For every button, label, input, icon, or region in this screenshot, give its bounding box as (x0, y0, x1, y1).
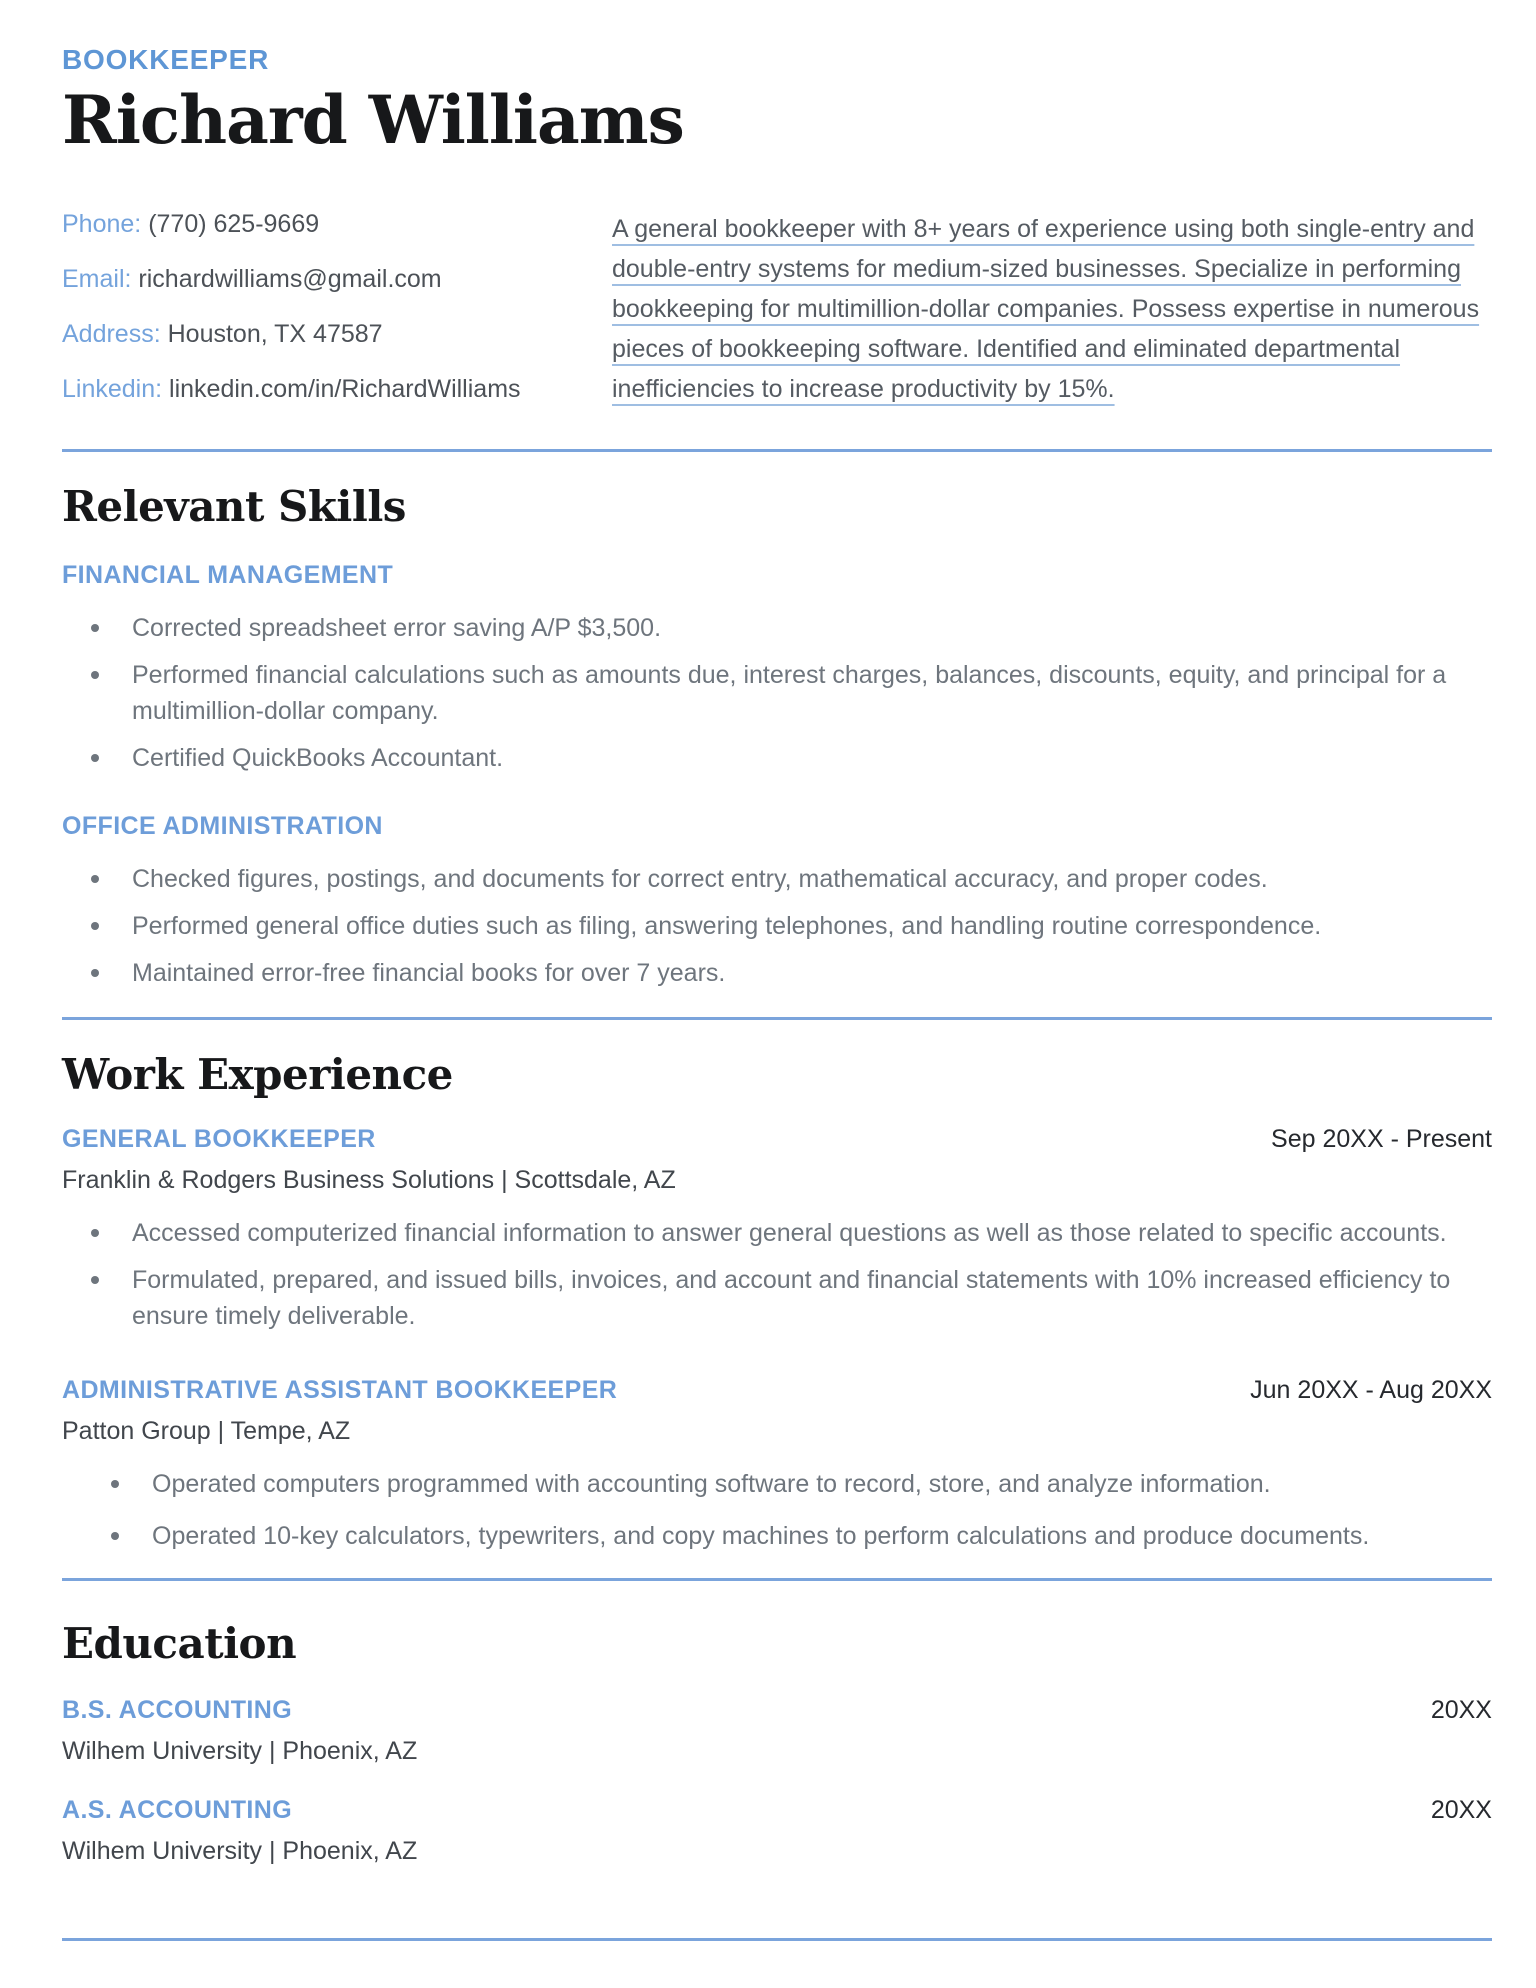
section-divider (62, 1938, 1492, 1941)
job-company: Patton Group | Tempe, AZ (62, 1417, 351, 1446)
job-date-range: Jun 20XX - Aug 20XX (1250, 1376, 1492, 1405)
bullet-item: Operated 10-key calculators, typewriters, and copy machines to perform calculations and produce documents. (106, 1518, 1492, 1554)
section-divider (62, 449, 1492, 452)
experience-section (62, 1050, 1492, 1554)
degree-entries (62, 1696, 1492, 1866)
job-date-range: Sep 20XX - Present (1271, 1125, 1492, 1154)
degree-year: 20XX (1430, 1696, 1492, 1725)
candidate-name: Richard Williams (62, 81, 684, 159)
bullet-item: Operated computers programmed with accounting software to record, store, and analyze information. (106, 1466, 1492, 1502)
contact-row (62, 319, 612, 349)
contact-value: Houston, TX 47587 (167, 320, 383, 349)
bullet-item: Maintained error-free financial books for over 7 years. (86, 955, 1492, 991)
job-header (62, 1125, 1492, 1154)
intro-row (62, 209, 1492, 429)
job-entry (62, 1125, 1492, 1334)
bullet-item: Corrected spreadsheet error saving A/P $3,500. (86, 610, 1492, 646)
summary-text: A general bookkeeper with 8+ years of experience using both single-entry and double-entry systems for medium-sized businesses. Specialize in performing bookkeeping for multimillion-dollar companies. Possess expertise in numerous pieces of bookkeeping software. Identified and eliminated departmental inefficiencies to increase productivity by 15%. (612, 215, 1480, 404)
bullet-item: Performed general office duties such as filing, answering telephones, and handling routine correspondence. (86, 908, 1492, 944)
skill-group (62, 561, 1492, 776)
degree-title: B.S. ACCOUNTING (62, 1696, 293, 1725)
bullet-item: Formulated, prepared, and issued bills, invoices, and account and financial statements with 10% increased efficiency to ensure timely deliverable. (86, 1262, 1492, 1334)
contact-label: Linkedin: (62, 375, 170, 404)
contact-row (62, 209, 612, 239)
contact-value: linkedin.com/in/RichardWilliams (169, 375, 521, 404)
bullet-list (62, 1215, 1492, 1334)
skill-group-label: FINANCIAL MANAGEMENT (62, 561, 394, 590)
bullet-list (62, 861, 1492, 991)
skills-section-title: Relevant Skills (62, 482, 406, 532)
contact-value: richardwilliams@gmail.com (138, 265, 442, 294)
job-company: Franklin & Rodgers Business Solutions | Scottsdale, AZ (62, 1166, 676, 1195)
section-divider (62, 1578, 1492, 1581)
degree-entry (62, 1796, 1492, 1866)
job-title: ADMINISTRATIVE ASSISTANT BOOKKEEPER (62, 1376, 618, 1405)
contact-row (62, 374, 612, 404)
skills-section (62, 482, 1492, 991)
degree-header (62, 1696, 1492, 1725)
job-title: GENERAL BOOKKEEPER (62, 1125, 376, 1154)
degree-school: Wilhem University | Phoenix, AZ (62, 1737, 418, 1766)
section-divider (62, 1017, 1492, 1020)
contact-label: Email: (62, 265, 139, 294)
job-entry (62, 1376, 1492, 1554)
bullet-item: Certified QuickBooks Accountant. (86, 740, 1492, 776)
education-section (62, 1619, 1492, 1866)
bullet-item: Checked figures, postings, and documents for correct entry, mathematical accuracy, and proper codes. (86, 861, 1492, 897)
skills-groups (62, 561, 1492, 991)
bullet-item: Performed financial calculations such as amounts due, interest charges, balances, discounts, equity, and principal for a multimillion-dollar company. (86, 657, 1492, 729)
degree-entry (62, 1696, 1492, 1766)
contact-list (62, 209, 612, 429)
contact-label: Phone: (62, 210, 149, 239)
education-section-title: Education (62, 1619, 297, 1669)
job-header (62, 1376, 1492, 1405)
skill-group-label: OFFICE ADMINISTRATION (62, 812, 383, 841)
bullet-list (62, 610, 1492, 776)
bullet-item: Accessed computerized financial information to answer general questions as well as those related to specific accounts. (86, 1215, 1492, 1251)
degree-title: A.S. ACCOUNTING (62, 1796, 293, 1825)
contact-row (62, 264, 612, 294)
contact-label: Address: (62, 320, 168, 349)
experience-section-title: Work Experience (62, 1050, 453, 1100)
job-entries (62, 1125, 1492, 1554)
degree-school: Wilhem University | Phoenix, AZ (62, 1837, 418, 1866)
contact-value: (770) 625-9669 (148, 210, 320, 239)
degree-year: 20XX (1430, 1796, 1492, 1825)
job-title-label: BOOKKEEPER (62, 44, 270, 75)
bullet-list (62, 1466, 1492, 1554)
skill-group (62, 812, 1492, 991)
degree-header (62, 1796, 1492, 1825)
resume-header (62, 44, 1492, 159)
